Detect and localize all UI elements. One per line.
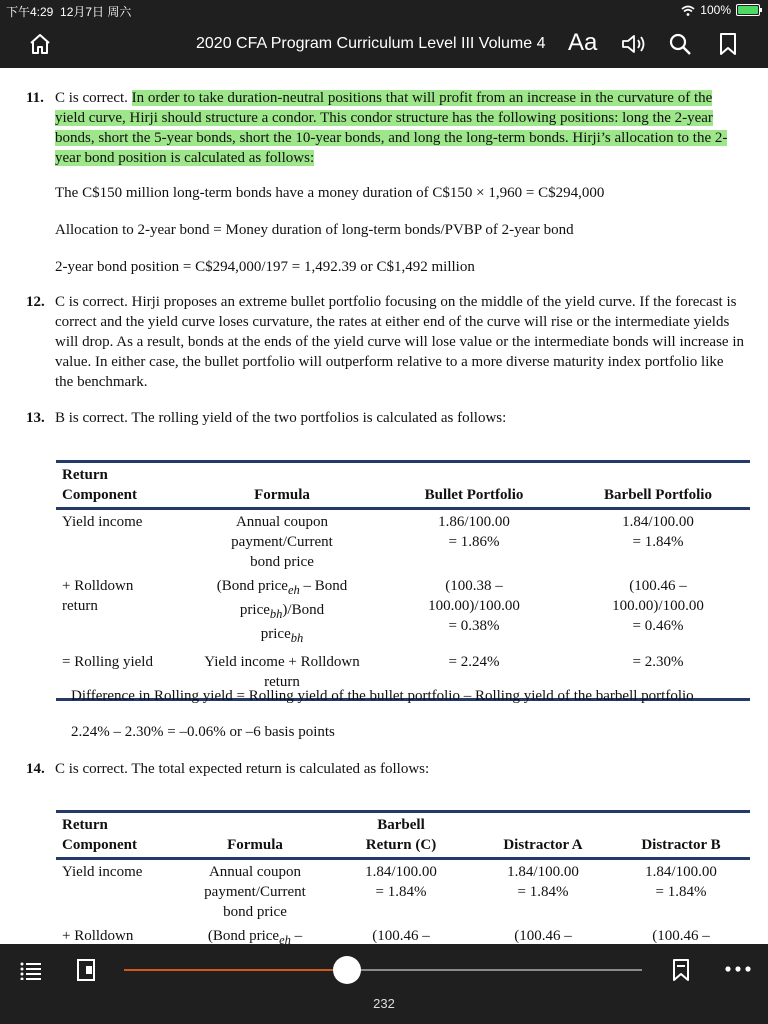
- difference-line: Difference in Rolling yield = Rolling yield of the bullet portfolio – Rolling yield of the barbell portfolio: [71, 688, 694, 704]
- answer-number: 11.: [26, 90, 44, 106]
- calc-line-2: Allocation to 2-year bond = Money duration of long-term bonds/PVBP of 2-year bond: [55, 222, 574, 238]
- more-icon[interactable]: [724, 962, 752, 976]
- status-bar: [0, 0, 768, 20]
- book-title: 2020 CFA Program Curriculum Level III Volume 4: [196, 35, 546, 52]
- row-component: Yield income: [62, 514, 143, 530]
- page-view-icon[interactable]: [76, 958, 96, 982]
- status-time: 下午4:29: [6, 5, 54, 19]
- table-row: [56, 509, 750, 575]
- page-slider-track[interactable]: [124, 969, 642, 971]
- page-content: [0, 68, 768, 944]
- difference-result: 2.24% – 2.30% = –0.06% or –6 basis points: [71, 724, 335, 740]
- row-formula: Annual coupon payment/Current bond price: [231, 514, 333, 570]
- bookmark-list-icon[interactable]: [672, 958, 690, 982]
- row-barbell-value: (100.46 –: [372, 928, 430, 944]
- header-barbell-return: Barbell Return (C): [365, 817, 437, 853]
- status-time-date: [6, 3, 131, 20]
- total-return-table: [56, 810, 750, 944]
- answer-text: B is correct. The rolling yield of the two portfolios is calculated as follows:: [55, 410, 507, 426]
- calc-line-3: 2-year bond position = C$294,000/197 = 1,492.39 or C$1,492 million: [55, 259, 475, 275]
- answer-lead: C is correct.: [55, 90, 132, 106]
- row-barbell-value: = 2.30%: [566, 650, 750, 700]
- row-bullet-value: 1.86/100.00 = 1.86%: [438, 514, 510, 550]
- answer-text: C is correct. The total expected return is calculated as follows:: [55, 761, 430, 777]
- table-row: [56, 574, 750, 650]
- row-formula: (Bond price$_{eh}$ –: [207, 928, 303, 944]
- table-row: [56, 924, 750, 944]
- row-component: Yield income: [62, 864, 143, 880]
- page-slider-progress: [124, 969, 347, 971]
- header-bullet: Bullet Portfolio: [424, 487, 524, 503]
- table-header-row: [56, 462, 750, 509]
- answer-text: C is correct. Hirji proposes an extreme bullet portfolio focusing on the middle of the yield curve. If the forecast is correct and the yield curve loses curvature, the rates at either end of the curve will rise or the intermediate yields will drop. As a result, bonds at the ends of the yield curve will lose value or the intermediate bonds will increase in value. In either case, the bullet portfolio will outperform relative to a more diverse maturity index portfolio like the benchmark.: [55, 294, 744, 390]
- page-slider-knob[interactable]: [333, 956, 361, 984]
- answer-text[interactable]: [55, 88, 745, 168]
- row-component: + Rolldown return: [62, 578, 134, 614]
- bookmark-icon[interactable]: [718, 32, 738, 56]
- table-header-row: [56, 812, 750, 859]
- reader-bottom-bar: [0, 944, 768, 1024]
- row-distractor-b-value: 1.84/100.00 = 1.84%: [645, 864, 717, 900]
- highlighted-text[interactable]: In order to take duration-neutral positions that will profit from an increase in the curvature of the yield curve, Hirji should structure a condor. This condor structure has the following positions: long the 2-year bonds, short the 5-year bonds, short the 10-year bonds, and long the long-term bonds. Hirji’s allocation to the 2-year bond position is calculated as follows:: [55, 90, 728, 166]
- row-barbell-value: (100.46 – 100.00)/100.00 = 0.46%: [612, 578, 704, 634]
- answer-number: 14.: [26, 761, 45, 777]
- search-icon[interactable]: [668, 32, 692, 56]
- header-formula: Formula: [254, 487, 310, 503]
- battery-icon: [736, 4, 760, 16]
- row-barbell-value: 1.84/100.00 = 1.84%: [622, 514, 694, 550]
- row-component: + Rolldown: [62, 928, 134, 944]
- table-of-contents-icon[interactable]: [20, 962, 42, 980]
- reader-toolbar: [0, 20, 768, 68]
- row-formula: Annual coupon payment/Current bond price: [204, 864, 306, 920]
- table-row: [56, 859, 750, 925]
- header-return-component: Return Component: [62, 817, 138, 853]
- row-component: = Rolling yield: [56, 650, 182, 700]
- speaker-icon[interactable]: [620, 32, 646, 56]
- row-formula: Yield income + Rolldown return: [182, 650, 382, 700]
- battery-percent: 100%: [700, 3, 731, 17]
- row-distractor-a-value: (100.46 –: [514, 928, 572, 944]
- header-return-component: Return Component: [62, 467, 138, 503]
- row-distractor-b-value: (100.46 –: [652, 928, 710, 944]
- answer-number: 13.: [26, 410, 45, 426]
- wifi-icon: [681, 5, 695, 16]
- header-distractor-a: Distractor A: [503, 837, 583, 853]
- row-distractor-a-value: 1.84/100.00 = 1.84%: [507, 864, 579, 900]
- row-barbell-value: 1.84/100.00 = 1.84%: [365, 864, 437, 900]
- font-size-button[interactable]: Aa: [568, 29, 598, 56]
- calc-line-1: The C$150 million long-term bonds have a money duration of C$150 × 1,960 = C$294,000: [55, 185, 605, 201]
- header-distractor-b: Distractor B: [641, 837, 721, 853]
- row-bullet-value: (100.38 – 100.00)/100.00 = 0.38%: [428, 578, 520, 634]
- status-right: [681, 3, 760, 17]
- answer-number: 12.: [26, 294, 45, 310]
- row-bullet-value: = 2.24%: [382, 650, 566, 700]
- header-barbell: Barbell Portfolio: [604, 487, 712, 503]
- status-date: 12月7日 周六: [60, 5, 132, 19]
- row-formula: (Bond price$_{eh}$ – Bond price$_{bh}$)/Bond price$_{bh}$: [216, 578, 348, 645]
- header-formula: Formula: [227, 837, 283, 853]
- page-number: 232: [373, 996, 395, 1011]
- home-icon[interactable]: [28, 32, 52, 56]
- rolling-yield-table: [56, 460, 750, 701]
